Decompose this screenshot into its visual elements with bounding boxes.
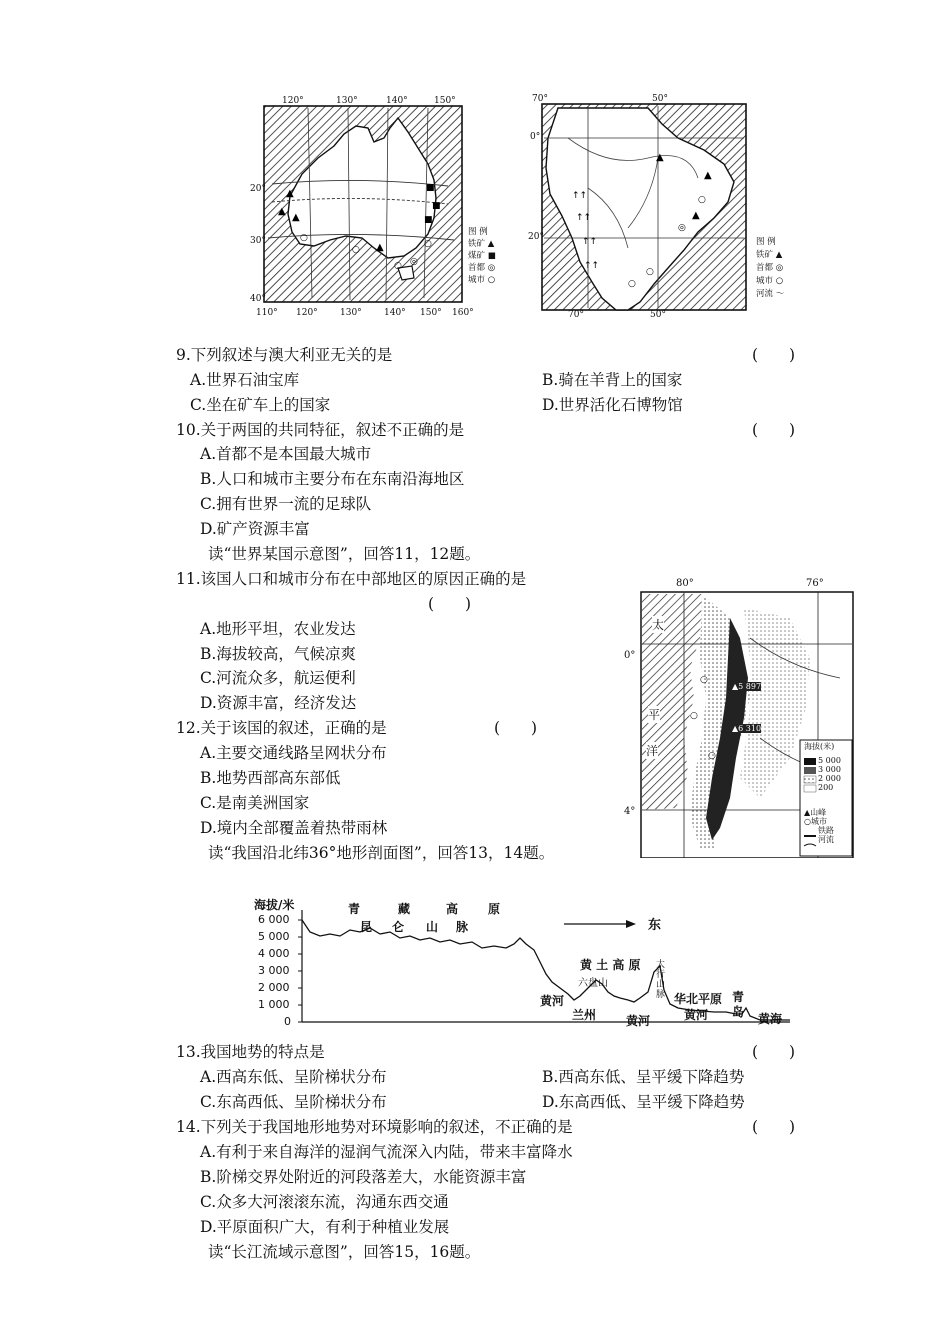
label-qingzang: 原 <box>488 902 501 916</box>
q9-stem: 9.下列叙述与澳大利亚无关的是 <box>176 346 393 364</box>
q13-option-c[interactable]: C.东高西低、呈阶梯状分布 <box>200 1093 387 1111</box>
q13-answer-paren[interactable]: ( ) <box>752 1043 796 1061</box>
svg-text:○: ○ <box>394 261 402 271</box>
label-kunlun: 昆 <box>360 920 373 934</box>
q12-option-a[interactable]: A.主要交通线路呈网状分布 <box>200 744 387 762</box>
ecu-lat-0: 0° <box>624 650 636 661</box>
sa-bottom-lon-70: 70° <box>568 310 584 320</box>
sa-legend-item: 河流 〜 <box>756 289 785 299</box>
ecu-legend-item: 河流 <box>818 835 834 844</box>
q11-option-c[interactable]: C.河流众多，航运便利 <box>200 669 356 687</box>
q13-option-a[interactable]: A.西高东低、呈阶梯状分布 <box>200 1068 387 1086</box>
svg-text:↑↑: ↑↑ <box>584 261 600 271</box>
q9-option-a[interactable]: A.世界石油宝库 <box>190 371 300 389</box>
q11-option-a[interactable]: A.地形平坦，农业发达 <box>200 620 356 638</box>
intro-q13-14: 读“我国沿北纬36°地形剖面图”，回答13，14题。 <box>208 844 555 862</box>
svg-text:▲: ▲ <box>278 206 286 217</box>
south-america-map <box>528 94 790 320</box>
aus-bottom-lon-120: 120° <box>296 308 318 318</box>
ecu-ocean-char-2: 平 <box>648 708 661 722</box>
aus-top-lon-150: 150° <box>434 96 456 106</box>
ecu-peak-label: ▲5 897 <box>732 682 762 691</box>
profile-ytick: 4 000 <box>258 947 290 960</box>
aus-top-lon-130: 130° <box>336 96 358 106</box>
svg-text:▲: ▲ <box>286 188 294 199</box>
sa-lat-0: 0° <box>530 132 541 142</box>
label-qingzang: 高 <box>446 902 459 916</box>
q13-option-d[interactable]: D.东高西低、呈平缓下降趋势 <box>542 1093 745 1111</box>
svg-text:○: ○ <box>698 195 706 205</box>
q12-answer-paren[interactable]: ( ) <box>494 719 538 737</box>
ecuador-map <box>624 578 854 858</box>
aus-top-lon-140: 140° <box>386 96 408 106</box>
q9-option-b[interactable]: B.骑在羊背上的国家 <box>542 371 683 389</box>
svg-text:↑↑: ↑↑ <box>576 213 592 223</box>
aus-lat-40: 40° <box>250 294 266 304</box>
sa-legend-item: 首都 ◎ <box>756 263 784 273</box>
svg-text:○: ○ <box>700 675 708 685</box>
svg-text:▲: ▲ <box>376 242 384 253</box>
label-qingdao: 青 岛 <box>732 990 745 1019</box>
label-kunlun: 脉 <box>456 920 469 934</box>
q10-answer-paren[interactable]: ( ) <box>752 421 796 439</box>
profile-ytick: 6 000 <box>258 913 290 926</box>
svg-text:▲: ▲ <box>692 210 700 221</box>
aus-bottom-lon-150: 150° <box>420 308 442 318</box>
sa-lat-20: 20° <box>528 232 544 242</box>
q10-option-c[interactable]: C.拥有世界一流的足球队 <box>200 495 372 513</box>
label-huanghe-3: 黄河 <box>684 1008 709 1022</box>
ecu-legend-item: ▲山峰 <box>804 808 827 817</box>
aus-bottom-lon-110: 110° <box>256 308 278 318</box>
q10-option-b[interactable]: B.人口和城市主要分布在东南沿海地区 <box>200 470 465 488</box>
aus-bottom-lon-160: 160° <box>452 308 474 318</box>
ecu-legend <box>804 742 841 844</box>
sa-legend-item: 城市 ○ <box>756 276 784 286</box>
q14-option-a[interactable]: A.有利于来自海洋的湿润气流深入内陆，带来丰富降水 <box>200 1143 573 1161</box>
label-huanghe-2: 黄河 <box>626 1014 651 1028</box>
label-qingzang: 藏 <box>398 902 411 916</box>
q10-option-d[interactable]: D.矿产资源丰富 <box>200 520 310 538</box>
q14-option-b[interactable]: B.阶梯交界处附近的河段落差大，水能资源丰富 <box>200 1168 527 1186</box>
svg-text:○: ○ <box>708 751 716 761</box>
aus-lat-30: 30° <box>250 236 266 246</box>
ecu-lon-76: 76° <box>806 578 824 589</box>
aus-legend-title: 图 例 <box>468 227 488 237</box>
svg-text:▲: ▲ <box>656 152 664 163</box>
q11-answer-paren[interactable]: ( ) <box>428 595 472 613</box>
q12-option-c[interactable]: C.是南美洲国家 <box>200 794 310 812</box>
intro-q15-16: 读“长江流域示意图”，回答15，16题。 <box>208 1243 481 1261</box>
svg-text:○: ○ <box>352 245 360 255</box>
sa-legend <box>756 236 784 301</box>
svg-text:↑↑: ↑↑ <box>572 191 588 201</box>
q12-stem: 12.关于该国的叙述，正确的是 <box>176 719 387 737</box>
aus-lat-20: 20° <box>250 184 266 194</box>
q11-option-d[interactable]: D.资源丰富，经济发达 <box>200 694 357 712</box>
q10-option-a[interactable]: A.首都不是本国最大城市 <box>200 445 372 463</box>
ecu-lat-4: 4° <box>624 806 636 817</box>
intro-q11-12: 读“世界某国示意图”，回答11，12题。 <box>208 545 481 563</box>
label-huabei: 华北平原 <box>674 992 723 1006</box>
svg-text:○: ○ <box>628 279 636 289</box>
q13-stem: 13.我国地势的特点是 <box>176 1043 325 1061</box>
q11-stem: 11.该国人口和城市分布在中部地区的原因正确的是 <box>176 570 527 588</box>
aus-legend-item: 城市 ○ <box>468 275 496 285</box>
sa-bottom-lon-50: 50° <box>650 310 666 320</box>
label-kunlun: 山 <box>426 920 439 934</box>
ecu-legend-level: 200 <box>818 783 834 792</box>
ecu-legend-title: 海拔(米) <box>804 742 835 751</box>
q12-option-d[interactable]: D.境内全部覆盖着热带雨林 <box>200 819 388 837</box>
label-lanzhou: 兰州 <box>572 1008 597 1022</box>
ecu-legend-item: 铁路 <box>818 826 834 835</box>
ecu-legend-level: 3 000 <box>818 765 841 774</box>
svg-text:○: ○ <box>646 267 654 277</box>
aus-legend-item: 铁矿 ▲ <box>468 239 495 249</box>
aus-legend-item: 煤矿 ■ <box>468 251 496 261</box>
q9-option-d[interactable]: D.世界活化石博物馆 <box>542 396 683 414</box>
aus-bottom-lon-140: 140° <box>384 308 406 318</box>
aus-legend-item: 首都 ◎ <box>468 263 496 273</box>
profile-ytick: 1 000 <box>258 998 290 1011</box>
q14-option-d[interactable]: D.平原面积广大，有利于种植业发展 <box>200 1218 450 1236</box>
label-liupan: 六盘山 <box>578 978 608 989</box>
profile-ytick: 5 000 <box>258 930 290 943</box>
ecu-peak-label: ▲6 310 <box>732 724 762 733</box>
profile-ylabel: 海拔/米 <box>254 898 295 912</box>
ecu-ocean-char-3: 洋 <box>646 744 659 758</box>
aus-legend <box>468 226 496 286</box>
australia-map <box>248 98 510 330</box>
svg-text:■: ■ <box>432 201 441 211</box>
label-taihang: 太 行 山 脉 <box>656 960 666 1000</box>
label-kunlun: 仑 <box>392 920 405 934</box>
aus-top-lon-120: 120° <box>282 96 304 106</box>
svg-text:○: ○ <box>424 239 432 249</box>
aus-bottom-lon-130: 130° <box>340 308 362 318</box>
q13-option-b[interactable]: B.西高东低、呈平缓下降趋势 <box>542 1068 745 1086</box>
svg-text:◎: ◎ <box>678 223 686 233</box>
label-direction-east: 东 <box>648 918 662 933</box>
svg-text:■: ■ <box>424 215 433 225</box>
ecu-lon-80: 80° <box>676 578 694 589</box>
q14-answer-paren[interactable]: ( ) <box>752 1118 796 1136</box>
q10-stem: 10.关于两国的共同特征，叙述不正确的是 <box>176 421 465 439</box>
ecu-legend-level: 5 000 <box>818 756 841 765</box>
svg-text:▲: ▲ <box>704 170 712 181</box>
sa-legend-item: 铁矿 ▲ <box>756 250 783 260</box>
label-huangtu: 黄 土 高 原 <box>580 958 641 972</box>
ecu-legend-item: ○城市 <box>804 817 827 826</box>
profile-ytick: 3 000 <box>258 964 290 977</box>
label-huanghe-1: 黄河 <box>540 994 565 1008</box>
sa-top-lon-50: 50° <box>652 94 668 104</box>
svg-text:○: ○ <box>300 233 308 243</box>
svg-text:◎: ◎ <box>410 257 418 267</box>
q9-answer-paren[interactable]: ( ) <box>752 346 796 364</box>
profile-ytick: 0 <box>284 1015 291 1028</box>
label-qingzang: 青 <box>348 902 361 916</box>
profile-ytick: 2 000 <box>258 981 290 994</box>
svg-text:■: ■ <box>426 183 435 193</box>
q14-stem: 14.下列关于我国地形地势对环境影响的叙述，不正确的是 <box>176 1118 573 1136</box>
sa-legend-title: 图 例 <box>756 237 776 247</box>
svg-text:↑↑: ↑↑ <box>582 237 598 247</box>
q11-option-b[interactable]: B.海拔较高，气候凉爽 <box>200 645 356 663</box>
q9-option-c[interactable]: C.坐在矿车上的国家 <box>190 396 331 414</box>
label-huanghai: 黄海 <box>758 1012 783 1026</box>
svg-text:▲: ▲ <box>292 212 300 223</box>
terrain-profile-chart <box>250 890 795 1030</box>
ecu-legend-level: 2 000 <box>818 774 841 783</box>
q14-option-c[interactable]: C.众多大河滚滚东流，沟通东西交通 <box>200 1193 449 1211</box>
ecu-ocean-char-1: 太 <box>652 618 665 632</box>
svg-text:○: ○ <box>690 711 698 721</box>
sa-top-lon-70: 70° <box>532 94 548 104</box>
q12-option-b[interactable]: B.地势西部高东部低 <box>200 769 341 787</box>
